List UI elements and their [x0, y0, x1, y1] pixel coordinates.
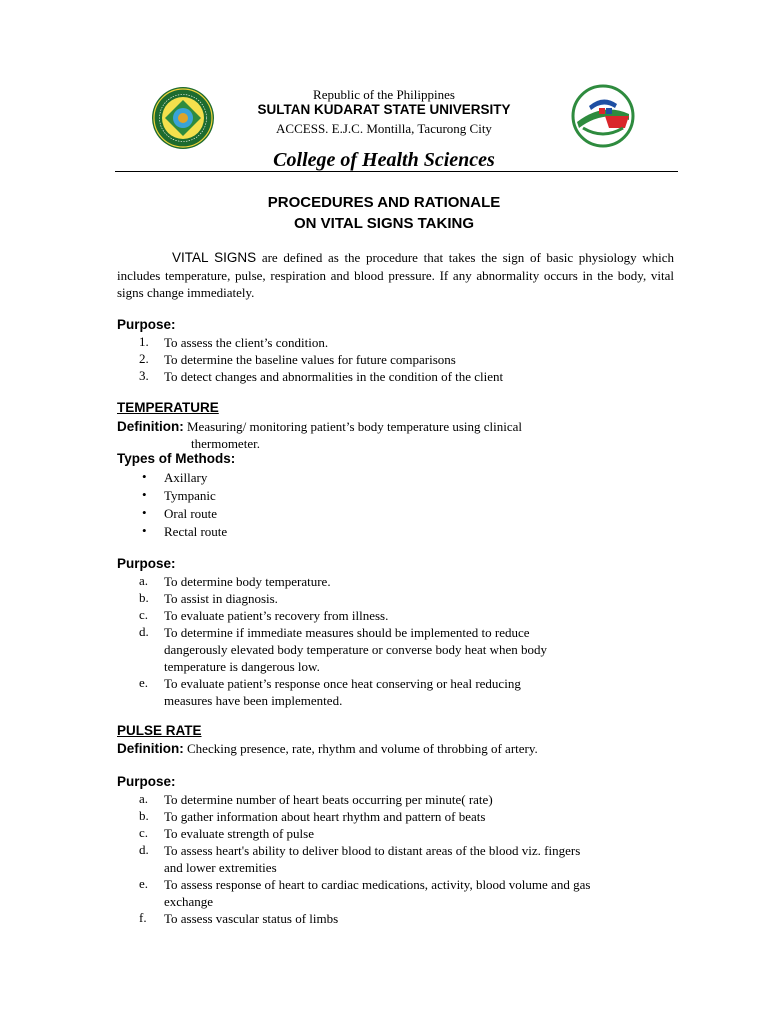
bullet-icon: •	[142, 505, 147, 520]
list-item: Oral route	[164, 506, 218, 521]
bullet-icon: •	[142, 523, 147, 538]
definition-text: Checking presence, rate, rhythm and volume of throbbing of artery.	[183, 741, 538, 756]
list-item: To assess heart's ability to deliver blood to distant areas of the blood viz. fingers	[164, 843, 581, 858]
intro-term: VITAL SIGNS	[172, 250, 257, 265]
list-marker: d.	[139, 624, 149, 639]
list-marker: 1.	[139, 334, 149, 349]
list-item: To assess response of heart to cardiac medications, activity, blood volume and gas	[164, 877, 591, 892]
republic-line: Republic of the Philippines	[313, 87, 455, 102]
list-marker: 2.	[139, 351, 149, 366]
list-marker: b.	[139, 808, 149, 823]
list-item: To evaluate strength of pulse	[164, 826, 314, 841]
temperature-heading: TEMPERATURE	[117, 400, 219, 415]
intro-text: are defined as the procedure that takes the sign of basic physiology which includes temperature, pulse, respiration and blood pressure. If any abnormality occurs in the body, vital signs change immediately.	[117, 250, 674, 300]
list-marker: f.	[139, 910, 147, 925]
list-item-continuation: exchange	[164, 894, 214, 909]
list-item: To assist in diagnosis.	[164, 591, 278, 606]
header-divider	[115, 171, 678, 172]
pulse-purpose-heading: Purpose:	[117, 774, 176, 789]
intro-paragraph	[117, 249, 674, 302]
list-marker: 3.	[139, 368, 149, 383]
college-name: College of Health Sciences	[273, 149, 495, 171]
list-item-continuation: temperature is dangerous low.	[164, 659, 320, 674]
list-marker: c.	[139, 825, 149, 840]
list-item-continuation: measures have been implemented.	[164, 693, 343, 708]
list-marker: b.	[139, 590, 149, 605]
list-item: To evaluate patient’s response once heat conserving or heal reducing	[164, 676, 521, 691]
definition-label: Definition:	[117, 741, 184, 756]
list-item: Rectal route	[164, 524, 228, 539]
temperature-definition-cont: thermometer.	[191, 436, 260, 451]
university-name: SULTAN KUDARAT STATE UNIVERSITY	[257, 102, 511, 117]
definition-label: Definition:	[117, 419, 184, 434]
list-item: To determine if immediate measures should be implemented to reduce	[164, 625, 530, 640]
list-marker: d.	[139, 842, 149, 857]
list-item: Axillary	[164, 470, 208, 485]
temperature-definition	[117, 418, 522, 435]
bullet-icon: •	[142, 469, 147, 484]
temperature-purpose-heading: Purpose:	[117, 556, 176, 571]
list-marker: c.	[139, 607, 149, 622]
university-address: ACCESS. E.J.C. Montilla, Tacurong City	[276, 121, 492, 136]
list-item: To determine the baseline values for future comparisons	[164, 352, 456, 367]
list-item: To assess the client’s condition.	[164, 335, 329, 350]
list-marker: a.	[139, 573, 149, 588]
list-item: To detect changes and abnormalities in the condition of the client	[164, 369, 504, 384]
list-item-continuation: and lower extremities	[164, 860, 277, 875]
list-item: To gather information about heart rhythm and pattern of beats	[164, 809, 486, 824]
list-marker: e.	[139, 675, 149, 690]
list-marker: a.	[139, 791, 149, 806]
methods-heading: Types of Methods:	[117, 451, 236, 466]
list-item: To determine number of heart beats occurring per minute( rate)	[164, 792, 493, 807]
list-marker: e.	[139, 876, 149, 891]
document-title-line1: PROCEDURES AND RATIONALE	[267, 194, 501, 211]
list-item-continuation: dangerously elevated body temperature or converse body heat when body	[164, 642, 548, 657]
pulse-definition	[117, 740, 538, 757]
list-item: To determine body temperature.	[164, 574, 331, 589]
pulse-heading: PULSE RATE	[117, 723, 202, 738]
definition-text: Measuring/ monitoring patient’s body temperature using clinical	[183, 419, 523, 434]
list-item: Tympanic	[164, 488, 216, 503]
list-item: To evaluate patient’s recovery from illness.	[164, 608, 389, 623]
purpose-heading: Purpose:	[117, 317, 176, 332]
bullet-icon: •	[142, 487, 147, 502]
list-item: To assess vascular status of limbs	[164, 911, 339, 926]
document-title-line2: ON VITAL SIGNS TAKING	[293, 215, 474, 232]
